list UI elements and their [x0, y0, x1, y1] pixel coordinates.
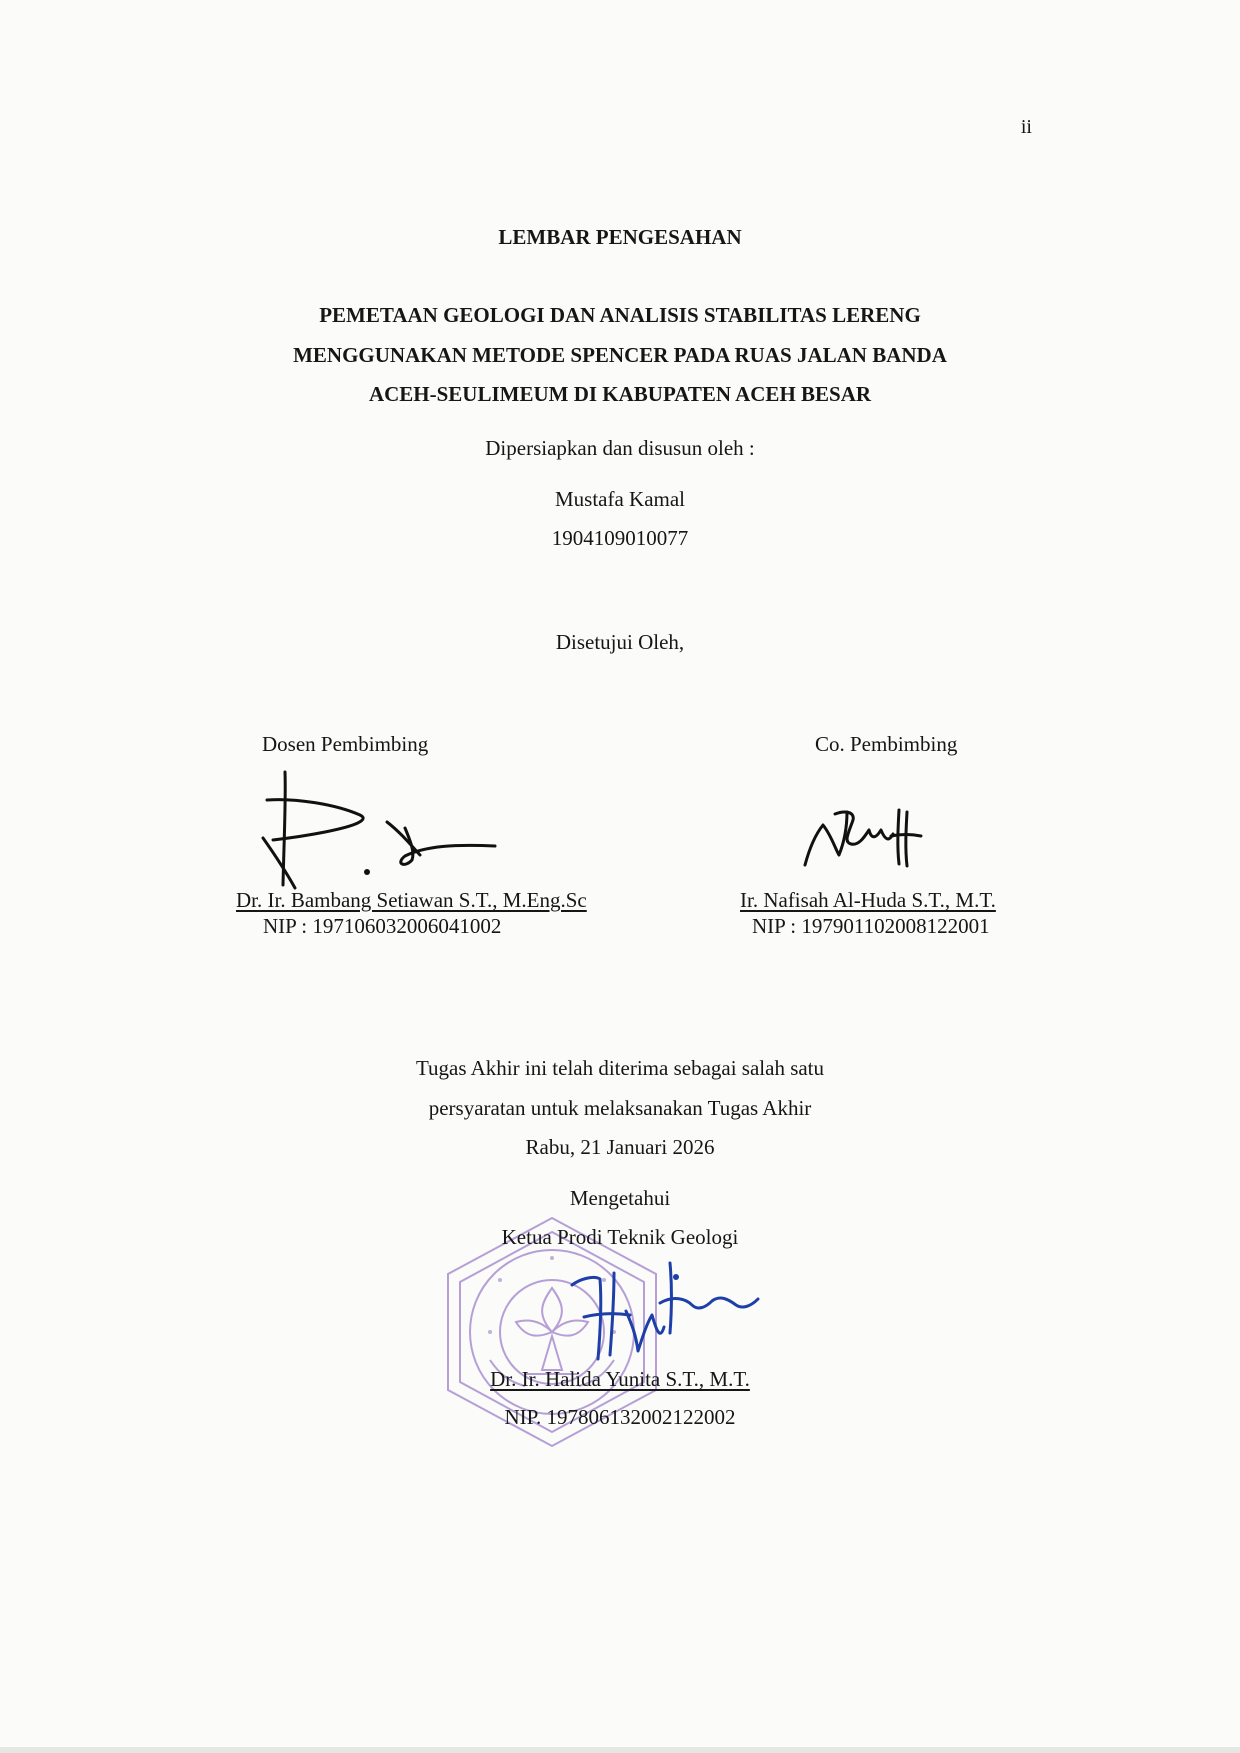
co-supervisor-nip: NIP : 197901102008122001	[752, 914, 990, 938]
acceptance-line-1: Tugas Akhir ini telah diterima sebagai salah satu	[415, 1056, 825, 1080]
page-heading: LEMBAR PENGESAHAN	[498, 225, 742, 249]
co-supervisor-name: Ir. Nafisah Al-Huda S.T., M.T.	[740, 888, 996, 912]
author-name: Mustafa Kamal	[554, 487, 686, 511]
author-id: 1904109010077	[551, 526, 689, 550]
head-of-program-name: Dr. Ir. Halida Yunita S.T., M.T.	[490, 1367, 750, 1391]
prepared-by-label: Dipersiapkan dan disusun oleh :	[485, 436, 755, 460]
main-supervisor-signature	[255, 760, 515, 895]
acceptance-date: Rabu, 21 Januari 2026	[525, 1135, 715, 1159]
title-line-3: ACEH-SEULIMEUM DI KABUPATEN ACEH BESAR	[368, 382, 872, 406]
acceptance-line-2: persyaratan untuk melaksanakan Tugas Akhir	[428, 1096, 812, 1120]
main-supervisor-role: Dosen Pembimbing	[262, 732, 429, 756]
head-of-program-nip: NIP. 197806132002122002	[504, 1405, 736, 1429]
title-line-2: MENGGUNAKAN METODE SPENCER PADA RUAS JALAN BANDA	[293, 343, 947, 367]
main-supervisor-name: Dr. Ir. Bambang Setiawan S.T., M.Eng.Sc	[236, 888, 587, 912]
acknowledge-label: Mengetahui	[569, 1186, 671, 1210]
head-of-program-signature	[560, 1255, 770, 1365]
approved-by-label: Disetujui Oleh,	[555, 630, 685, 654]
main-supervisor-nip: NIP : 197106032006041002	[263, 914, 502, 938]
scan-edge	[0, 1747, 1240, 1753]
co-supervisor-signature	[795, 800, 935, 870]
co-supervisor-role: Co. Pembimbing	[815, 732, 958, 756]
page-number: ii	[1020, 116, 1032, 138]
head-of-program-role: Ketua Prodi Teknik Geologi	[501, 1225, 739, 1249]
title-line-1: PEMETAAN GEOLOGI DAN ANALISIS STABILITAS LERENG	[319, 303, 921, 327]
